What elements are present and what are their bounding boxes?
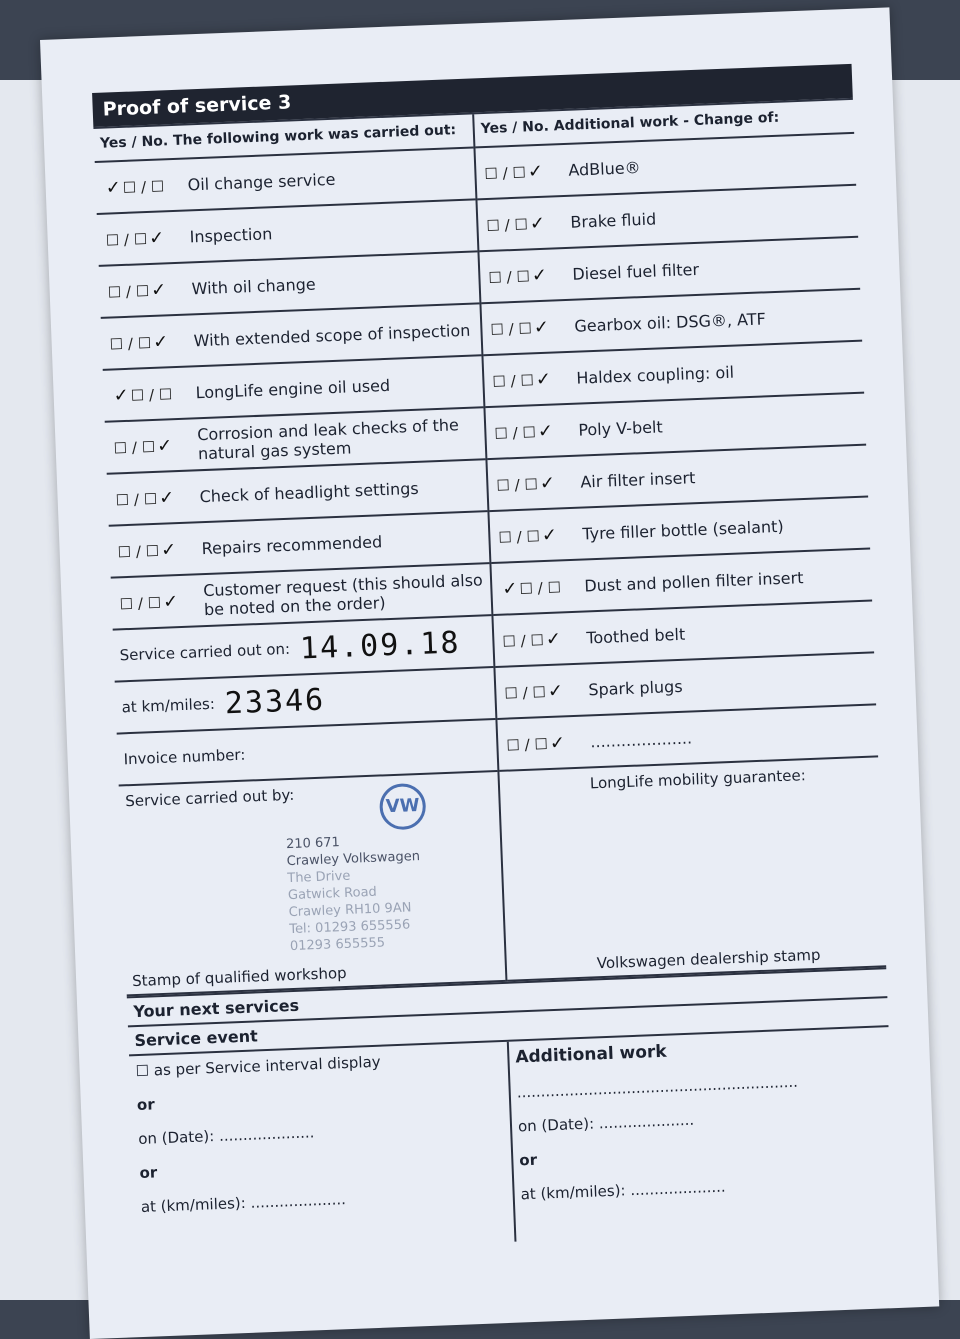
stamp-line: The Drive	[287, 868, 351, 887]
yes-no-checkbox[interactable]	[496, 679, 589, 704]
handwritten-check-icon: ✓	[501, 577, 518, 600]
vw-logo: VW	[379, 783, 427, 831]
stamp-line: 01293 655555	[289, 935, 386, 955]
additional-work-title: Additional work	[515, 1041, 668, 1068]
checklist-label: With extended scope of inspection	[193, 320, 471, 350]
checklist-label: Oil change service	[187, 169, 336, 194]
additional-work-dots: ...........................................................	[516, 1072, 799, 1102]
checklist-label: Gearbox oil: DSG®, ATF	[573, 308, 767, 336]
work-carried-out-column	[93, 114, 507, 996]
checkbox-glyph: ☐ / ☐	[484, 162, 527, 183]
service-event-title: Service event	[128, 998, 889, 1056]
checklist-label: Tyre filler bottle (sealant)	[581, 516, 784, 544]
next-date-field: on (Date): ....................	[137, 1123, 315, 1149]
right-column-header: Yes / No. Additional work - Change of:	[474, 100, 854, 149]
handwritten-check-icon: ✓	[160, 538, 177, 561]
yes-no-checkbox[interactable]	[488, 471, 581, 496]
handwritten-check-icon: ✓	[148, 226, 165, 249]
service-date-label: Service carried out on:	[119, 639, 291, 665]
as-per-display-option[interactable]: ☐ as per Service interval display	[135, 1052, 381, 1081]
checkbox-glyph: ☐ / ☐	[113, 437, 156, 457]
handwritten-check-icon: ✓	[547, 679, 564, 702]
checklist-label: Corrosion and leak checks of the natural gas system	[196, 415, 460, 464]
next-km-field: at (km/miles): ....................	[140, 1190, 347, 1216]
checkbox-glyph: ☐ / ☐	[490, 318, 533, 339]
checkbox-glyph: ☐ / ☐	[107, 281, 150, 302]
additional-work-column	[474, 100, 886, 982]
next-additional-km-field: at (km/miles): ....................	[520, 1177, 726, 1204]
yes-no-checkbox[interactable]	[107, 486, 200, 511]
checkbox-glyph: ☐ / ☐	[496, 474, 539, 495]
checkbox-glyph: ☐ / ☐	[486, 214, 529, 235]
stamp-line: Crawley Volkswagen	[286, 849, 421, 870]
guarantee-label: LongLife mobility guarantee:	[589, 766, 807, 793]
handwritten-check-icon: ✓	[105, 176, 122, 199]
checklist-label: Toothed belt	[585, 624, 686, 647]
form-title: Proof of service 3	[92, 64, 853, 127]
handwritten-check-icon: ✓	[539, 472, 556, 494]
checklist-label: Inspection	[189, 223, 273, 246]
handwritten-check-icon: ✓	[541, 524, 558, 546]
checklist-label: Brake fluid	[570, 208, 657, 232]
checkbox-glyph: ☐ / ☐	[119, 593, 162, 613]
checklist-label: ....................	[589, 727, 693, 751]
handwritten-check-icon: ✓	[156, 434, 173, 457]
yes-no-checkbox[interactable]	[490, 523, 583, 548]
checklist-label: Dust and pollen filter insert	[583, 567, 804, 595]
handwritten-check-icon: ✓	[529, 212, 546, 234]
handwritten-check-icon: ✓	[545, 627, 562, 650]
yes-no-checkbox[interactable]	[103, 382, 196, 407]
yes-no-checkbox[interactable]	[99, 278, 192, 303]
checkbox-glyph: ☐ / ☐	[488, 266, 531, 287]
checkbox-glyph: ☐ / ☐	[498, 526, 541, 547]
checkbox-glyph: ☐ / ☐	[519, 577, 562, 598]
checkbox-glyph: ☐ / ☐	[506, 734, 549, 755]
checkbox-glyph: ☐ / ☐	[122, 176, 165, 197]
checkbox-glyph: ☐ / ☐	[105, 229, 148, 250]
checklist-label: Repairs recommended	[201, 531, 383, 558]
yes-no-checkbox[interactable]	[486, 419, 579, 444]
checkbox-glyph: ☐ / ☐	[109, 333, 152, 354]
additional-work-next-column	[509, 1027, 896, 1241]
or-text: or	[139, 1163, 158, 1183]
checkbox-glyph: ☐ / ☐	[504, 682, 547, 703]
workshop-stamp	[286, 831, 424, 955]
proof-of-service-form	[92, 64, 896, 1256]
stamp-line: Gatwick Road	[287, 884, 378, 904]
checklist-label: LongLife engine oil used	[195, 375, 391, 402]
yes-no-checkbox[interactable]	[105, 434, 198, 459]
checklist-label: Air filter insert	[579, 467, 696, 492]
yes-no-checkbox[interactable]	[111, 590, 204, 615]
yes-no-checkbox[interactable]	[109, 538, 202, 563]
service-date-value: 14.09.18	[299, 624, 462, 666]
dealer-stamp-label: Volkswagen dealership stamp	[596, 945, 821, 973]
next-services-section	[127, 967, 896, 1256]
checklist-label: Check of headlight settings	[199, 478, 419, 506]
left-column-header: Yes / No. The following work was carried out:	[93, 114, 473, 163]
checklist-label: With oil change	[191, 274, 316, 298]
handwritten-check-icon: ✓	[113, 384, 130, 406]
handwritten-check-icon: ✓	[158, 486, 175, 509]
yes-no-checkbox[interactable]	[492, 575, 585, 600]
next-additional-date-field: on (Date): ....................	[517, 1110, 695, 1136]
handwritten-check-icon: ✓	[531, 264, 548, 286]
checkbox-glyph: ☐ / ☐	[494, 422, 537, 443]
next-services-title: Your next services	[127, 969, 888, 1027]
checklist-label: Poly V-belt	[577, 416, 664, 440]
stamp-label: Stamp of qualified workshop	[131, 963, 347, 991]
handwritten-check-icon: ✓	[549, 731, 566, 754]
handwritten-check-icon: ✓	[535, 368, 552, 390]
or-text: or	[136, 1095, 155, 1115]
checkbox-glyph: ☐ / ☐	[115, 489, 158, 509]
yes-no-checkbox[interactable]	[476, 159, 569, 184]
stamp-line: 210 671	[285, 835, 341, 853]
stamp-line: Tel: 01293 655556	[289, 917, 411, 938]
handwritten-check-icon: ✓	[537, 420, 554, 442]
checkbox-glyph: ☐ / ☐	[502, 630, 545, 651]
yes-no-checkbox[interactable]	[95, 174, 188, 199]
yes-no-checkbox[interactable]	[494, 627, 587, 652]
checklist-label: Customer request (this should also be noted on the order)	[202, 570, 484, 620]
yes-no-checkbox[interactable]	[498, 731, 591, 756]
checklist-label: Spark plugs	[587, 676, 683, 699]
handwritten-check-icon: ✓	[152, 330, 169, 353]
guarantee-area	[499, 757, 886, 981]
handwritten-check-icon: ✓	[162, 590, 179, 613]
or-text: or	[519, 1150, 538, 1170]
yes-no-checkbox[interactable]	[482, 315, 575, 340]
handwritten-check-icon: ✓	[533, 316, 550, 338]
service-event-column	[129, 1042, 516, 1256]
handwritten-check-icon: ✓	[150, 278, 167, 301]
yes-no-checkbox[interactable]	[101, 330, 194, 355]
checkbox-glyph: ☐ / ☐	[117, 541, 160, 561]
checklist-label: Diesel fuel filter	[572, 259, 700, 284]
handwritten-check-icon: ✓	[527, 160, 544, 182]
km-value: 23346	[224, 682, 326, 721]
yes-no-checkbox[interactable]	[484, 367, 577, 392]
yes-no-checkbox[interactable]	[478, 211, 571, 236]
service-by-label: Service carried out by:	[124, 785, 295, 811]
service-booklet-page	[40, 7, 939, 1339]
invoice-label: Invoice number:	[123, 745, 246, 769]
checklist-label: AdBlue®	[568, 157, 641, 180]
yes-no-checkbox[interactable]	[480, 263, 573, 288]
yes-no-checkbox[interactable]	[97, 226, 190, 251]
stamp-line: Crawley RH10 9AN	[288, 900, 412, 921]
km-label: at km/miles:	[121, 694, 216, 717]
checkbox-glyph: ☐ / ☐	[130, 384, 173, 405]
checkbox-glyph: ☐ / ☐	[492, 370, 535, 391]
checklist-label: Haldex coupling: oil	[575, 362, 735, 388]
service-by-area	[119, 772, 506, 996]
